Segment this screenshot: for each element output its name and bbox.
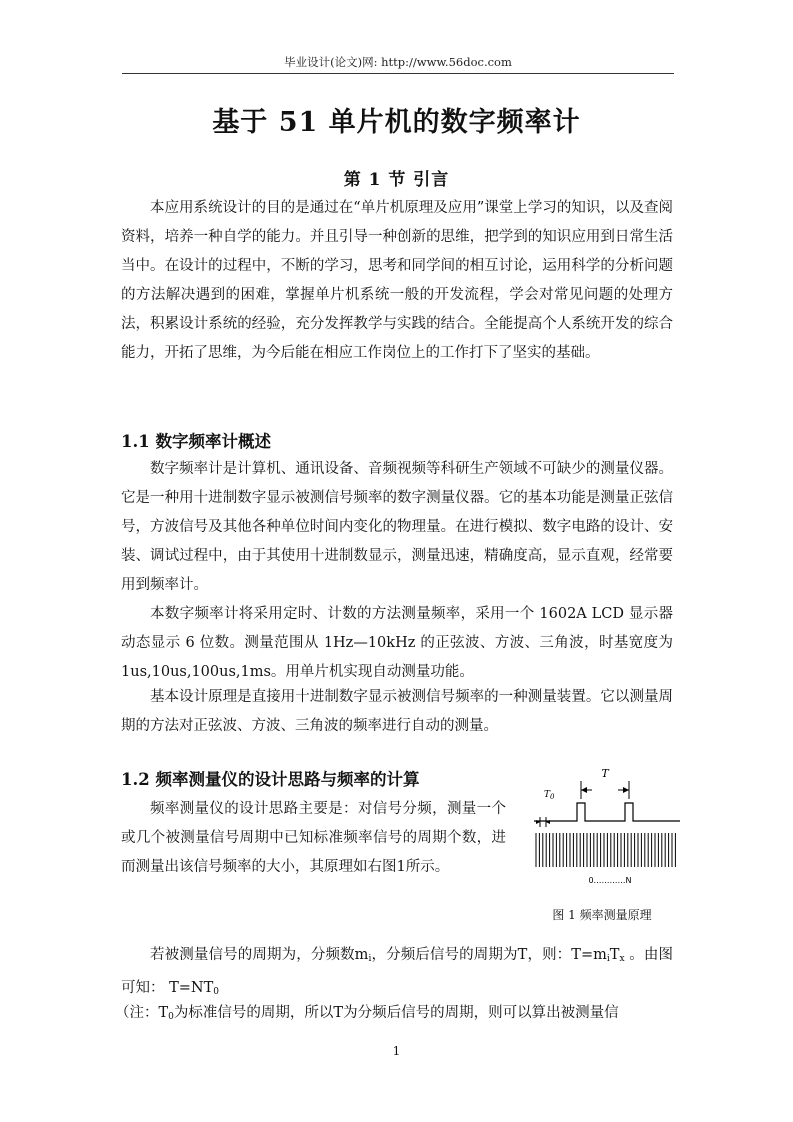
overview-paragraph-1: 数字频率计是计算机、通讯设备、音频视频等科研生产领域不可缺少的测量仪器。它是一种用十进制数字显示被测信号频率的数字测量仪器。它的基本功能是测量正弦信号，方波信号及其他各种单位时间内变化的物理量。在进行模拟、数字电路的设计、安装、调试过程中，由于其使用十进制数显示，测量迅速，精确度高，显示直观，经常要用到频率计。 — [121, 461, 673, 593]
standard-period-label: $T_0$ — [544, 790, 555, 801]
overview-paragraph-2: 本数字频率计将采用定时、计数的方法测量频率，采用一个 1602A LCD 显示器动态显示 6 位数。测量范围从 1Hz—10kHz 的正弦波、方波、三角波，时基宽度为 1us,10us,100us,1ms。用单片机实现自动测量功能。 — [121, 606, 673, 680]
period-label-t: T — [601, 767, 609, 780]
calculation-paragraph: 若被测量信号的周期为，分频数$m_i$，分频后信号的周期为T，则：$T=m_iT_x$ 。由图可知： $T=NT_0$ — [121, 947, 674, 997]
divided-signal-waveform — [534, 803, 680, 821]
intro-paragraph: 本应用系统设计的目的是通过在“单片机原理及应用”课堂上学习的知识，以及查阅资料，培养一种自学的能力。并且引导一种创新的思维，把学到的知识应用到日常生活当中。在设计的过程中，不断的学习，思考和同学间的相互讨论，运用科学的分析问题的方法解决遇到的困难，掌握单片机系统一般的开发流程，学会对常见问题的处理方法，积累设计系统的经验，充分发挥教学与实践的结合。全能提高个人系统开发的综合能力，开拓了思维，为今后能在相应工作岗位上的工作打下了坚实的基础。 — [121, 200, 673, 361]
subsection-heading-1-1: 1.1 数字频率计概述 — [121, 432, 271, 451]
document-title: 基于 51 单片机的数字频率计 — [212, 107, 581, 138]
subsection-heading-1-2: 1.2 频率测量仪的设计思路与频率的计算 — [121, 770, 420, 789]
section-heading-intro: 第 1 节 引言 — [343, 170, 450, 190]
pulse-count-axis: 0…………N — [588, 876, 632, 885]
header-rule — [122, 73, 674, 74]
frequency-measurement-diagram — [532, 763, 682, 893]
period-arrowhead-left — [581, 787, 587, 793]
page-header: 毕业设计(论文)网: http://www.56doc.com — [284, 55, 512, 69]
overview-paragraph-3: 基本设计原理是直接用十进制数字显示被测信号频率的一种测量装置。它以测量周期的方法对正弦波、方波、三角波的频率进行自动的测量。 — [121, 689, 673, 734]
design-paragraph: 频率测量仪的设计思路主要是：对信号分频，测量一个或几个被测量信号周期中已知标准频率信号的周期个数，进而测量出该信号频率的大小，其原理如右图1所示。 — [121, 801, 506, 875]
figure-caption: 图 1 频率测量原理 — [552, 908, 652, 922]
note-paragraph: （注：$T_0$为标准信号的周期，所以T为分频后信号的周期，则可以算出被测量信 — [115, 1005, 619, 1022]
standard-clock-pulses — [536, 833, 675, 867]
period-arrowhead-right — [623, 787, 629, 793]
page-number: 1 — [392, 1044, 401, 1058]
